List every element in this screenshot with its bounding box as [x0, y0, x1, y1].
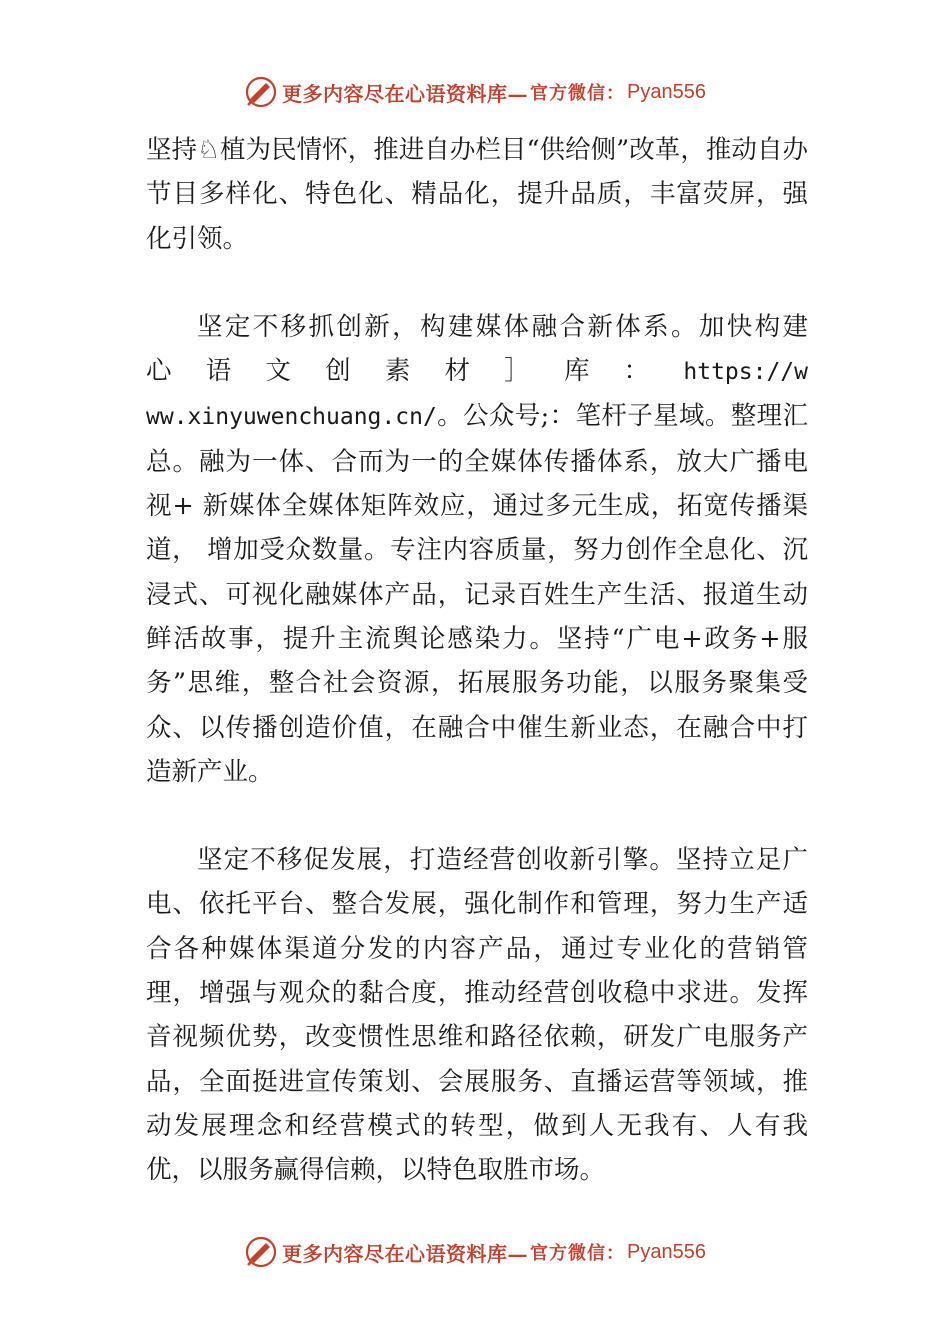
banner-wechat-label: 官方微信：: [530, 1243, 626, 1264]
document-body: [146, 128, 808, 1193]
brand-logo-icon: [244, 1235, 278, 1269]
banner-wechat-label: 官方微信：: [530, 83, 626, 104]
paragraph-2-lead: 坚定不移抓创新，构建媒体融合新体系。加快构建: [197, 311, 808, 342]
banner-title: 更多内容尽在心语资料库—: [282, 81, 529, 106]
paragraph-2-rest: 。公众号;：笔杆子星域。整理汇总。融为一体、合而为一的全媒体传播体系，放大广播电视+ 新媒体全媒体矩阵效应，通过多元生成，拓宽传播渠道， 增加受众数量。专注内容质量，努力创作全息化、沉浸式、可视化融媒体产品，记录百姓生产生活、报道生动鲜活故事，提升主流舆论感染力。坚持“广电+政务+服务”思维，整合社会资源，拓展服务功能，以服务聚集受众、以传播创造价值，在融合中催生新业态，在融合中打造新产业。: [146, 401, 808, 787]
paragraph-3: 坚定不移促发展，打造经营创收新引擎。坚持立足广电、依托平台、整合发展，强化制作和管理，努力生产适合各种媒体渠道分发的内容产品，通过专业化的营销管理，增强与观众的黏合度，推动经营创收稳中求进。发挥音视频优势，改变惯性思维和路径依赖，研发广电服务产品，全面挺进宣传策划、会展服务、直播运营等领域，推动发展理念和经营模式的转型，做到人无我有、人有我优，以服务赢得信赖，以特色取胜市场。: [146, 845, 808, 1186]
brand-logo-icon: [244, 75, 278, 109]
library-name: 心语文创素材］库：: [146, 356, 684, 387]
footer-banner: [0, 1234, 950, 1270]
paragraph-1: 坚持♘植为民情怀，推进自办栏目“供给侧”改革，推动自办节目多样化、特色化、精品化，提升品质，丰富荧屏，强化引领。: [146, 135, 808, 254]
banner-wechat-id: Pyan556: [627, 80, 706, 103]
paragraph-2: [146, 305, 808, 794]
library-url: https://www.xinyuwenchuang.cn/: [146, 359, 808, 431]
banner-title: 更多内容尽在心语资料库—: [282, 1241, 529, 1266]
header-banner: [0, 74, 950, 110]
banner-wechat-id: Pyan556: [627, 1240, 706, 1263]
